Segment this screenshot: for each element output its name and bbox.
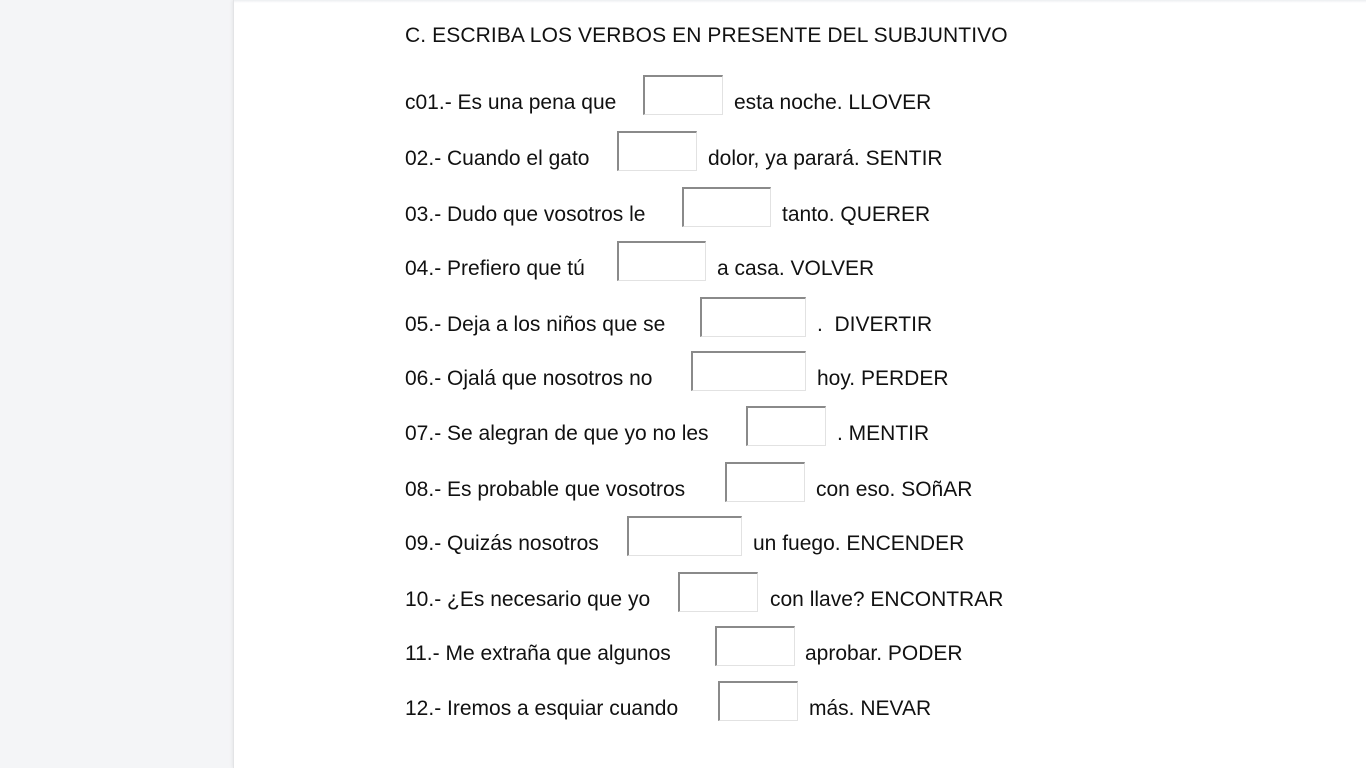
answer-field-6[interactable] — [691, 351, 806, 391]
line-1-prefix: c01.- Es una pena que — [405, 91, 617, 114]
line-9-prefix: 09.- Quizás nosotros — [405, 532, 599, 555]
exercise-line-2 — [405, 131, 1005, 171]
left-gutter — [0, 0, 233, 768]
answer-field-8[interactable] — [725, 462, 805, 502]
worksheet-heading: C. ESCRIBA LOS VERBOS EN PRESENTE DEL SUBJUNTIVO — [405, 24, 1008, 47]
line-1-suffix: esta noche. LLOVER — [734, 91, 932, 114]
line-9-suffix: un fuego. ENCENDER — [753, 532, 965, 555]
line-8-prefix: 08.- Es probable que vosotros — [405, 478, 686, 501]
line-5-prefix: 05.- Deja a los niños que se — [405, 313, 666, 336]
line-12-suffix: más. NEVAR — [809, 697, 932, 720]
exercise-line-8 — [405, 462, 1005, 502]
answer-field-4[interactable] — [617, 241, 706, 281]
answer-field-3[interactable] — [682, 187, 771, 227]
line-7-suffix: . MENTIR — [837, 422, 930, 445]
line-5-suffix: . DIVERTIR — [817, 313, 933, 336]
line-4-suffix: a casa. VOLVER — [717, 257, 875, 280]
exercise-line-5 — [405, 297, 1005, 337]
exercise-line-11 — [405, 626, 1005, 666]
answer-field-9[interactable] — [627, 516, 742, 556]
answer-field-10[interactable] — [678, 572, 758, 612]
line-10-prefix: 10.- ¿Es necesario que yo — [405, 588, 651, 611]
line-12-prefix: 12.- Iremos a esquiar cuando — [405, 697, 679, 720]
worksheet-page[interactable] — [233, 0, 1366, 768]
answer-field-5[interactable] — [700, 297, 806, 337]
answer-field-7[interactable] — [746, 406, 826, 446]
line-2-prefix: 02.- Cuando el gato — [405, 147, 590, 170]
exercise-line-3 — [405, 187, 1005, 227]
line-2-suffix: dolor, ya parará. SENTIR — [708, 147, 943, 170]
line-11-suffix: aprobar. PODER — [805, 642, 963, 665]
line-10-suffix: con llave? ENCONTRAR — [770, 588, 1004, 611]
line-3-suffix: tanto. QUERER — [782, 203, 931, 226]
answer-field-2[interactable] — [617, 131, 697, 171]
line-11-prefix: 11.- Me extraña que algunos — [405, 642, 671, 665]
exercise-line-12 — [405, 681, 1005, 721]
answer-field-11[interactable] — [715, 626, 795, 666]
exercise-line-9 — [405, 516, 1005, 556]
exercise-line-7 — [405, 406, 1005, 446]
exercise-line-1 — [405, 75, 1005, 115]
answer-field-12[interactable] — [718, 681, 798, 721]
page-top-edge — [234, 0, 1366, 3]
line-6-prefix: 06.- Ojalá que nosotros no — [405, 367, 653, 390]
exercise-line-4 — [405, 241, 1005, 281]
line-6-suffix: hoy. PERDER — [817, 367, 949, 390]
line-3-prefix: 03.- Dudo que vosotros le — [405, 203, 646, 226]
line-4-prefix: 04.- Prefiero que tú — [405, 257, 585, 280]
exercise-line-6 — [405, 351, 1005, 391]
line-8-suffix: con eso. SOñAR — [816, 478, 973, 501]
answer-field-1[interactable] — [643, 75, 723, 115]
line-7-prefix: 07.- Se alegran de que yo no les — [405, 422, 709, 445]
exercise-line-10 — [405, 572, 1045, 612]
